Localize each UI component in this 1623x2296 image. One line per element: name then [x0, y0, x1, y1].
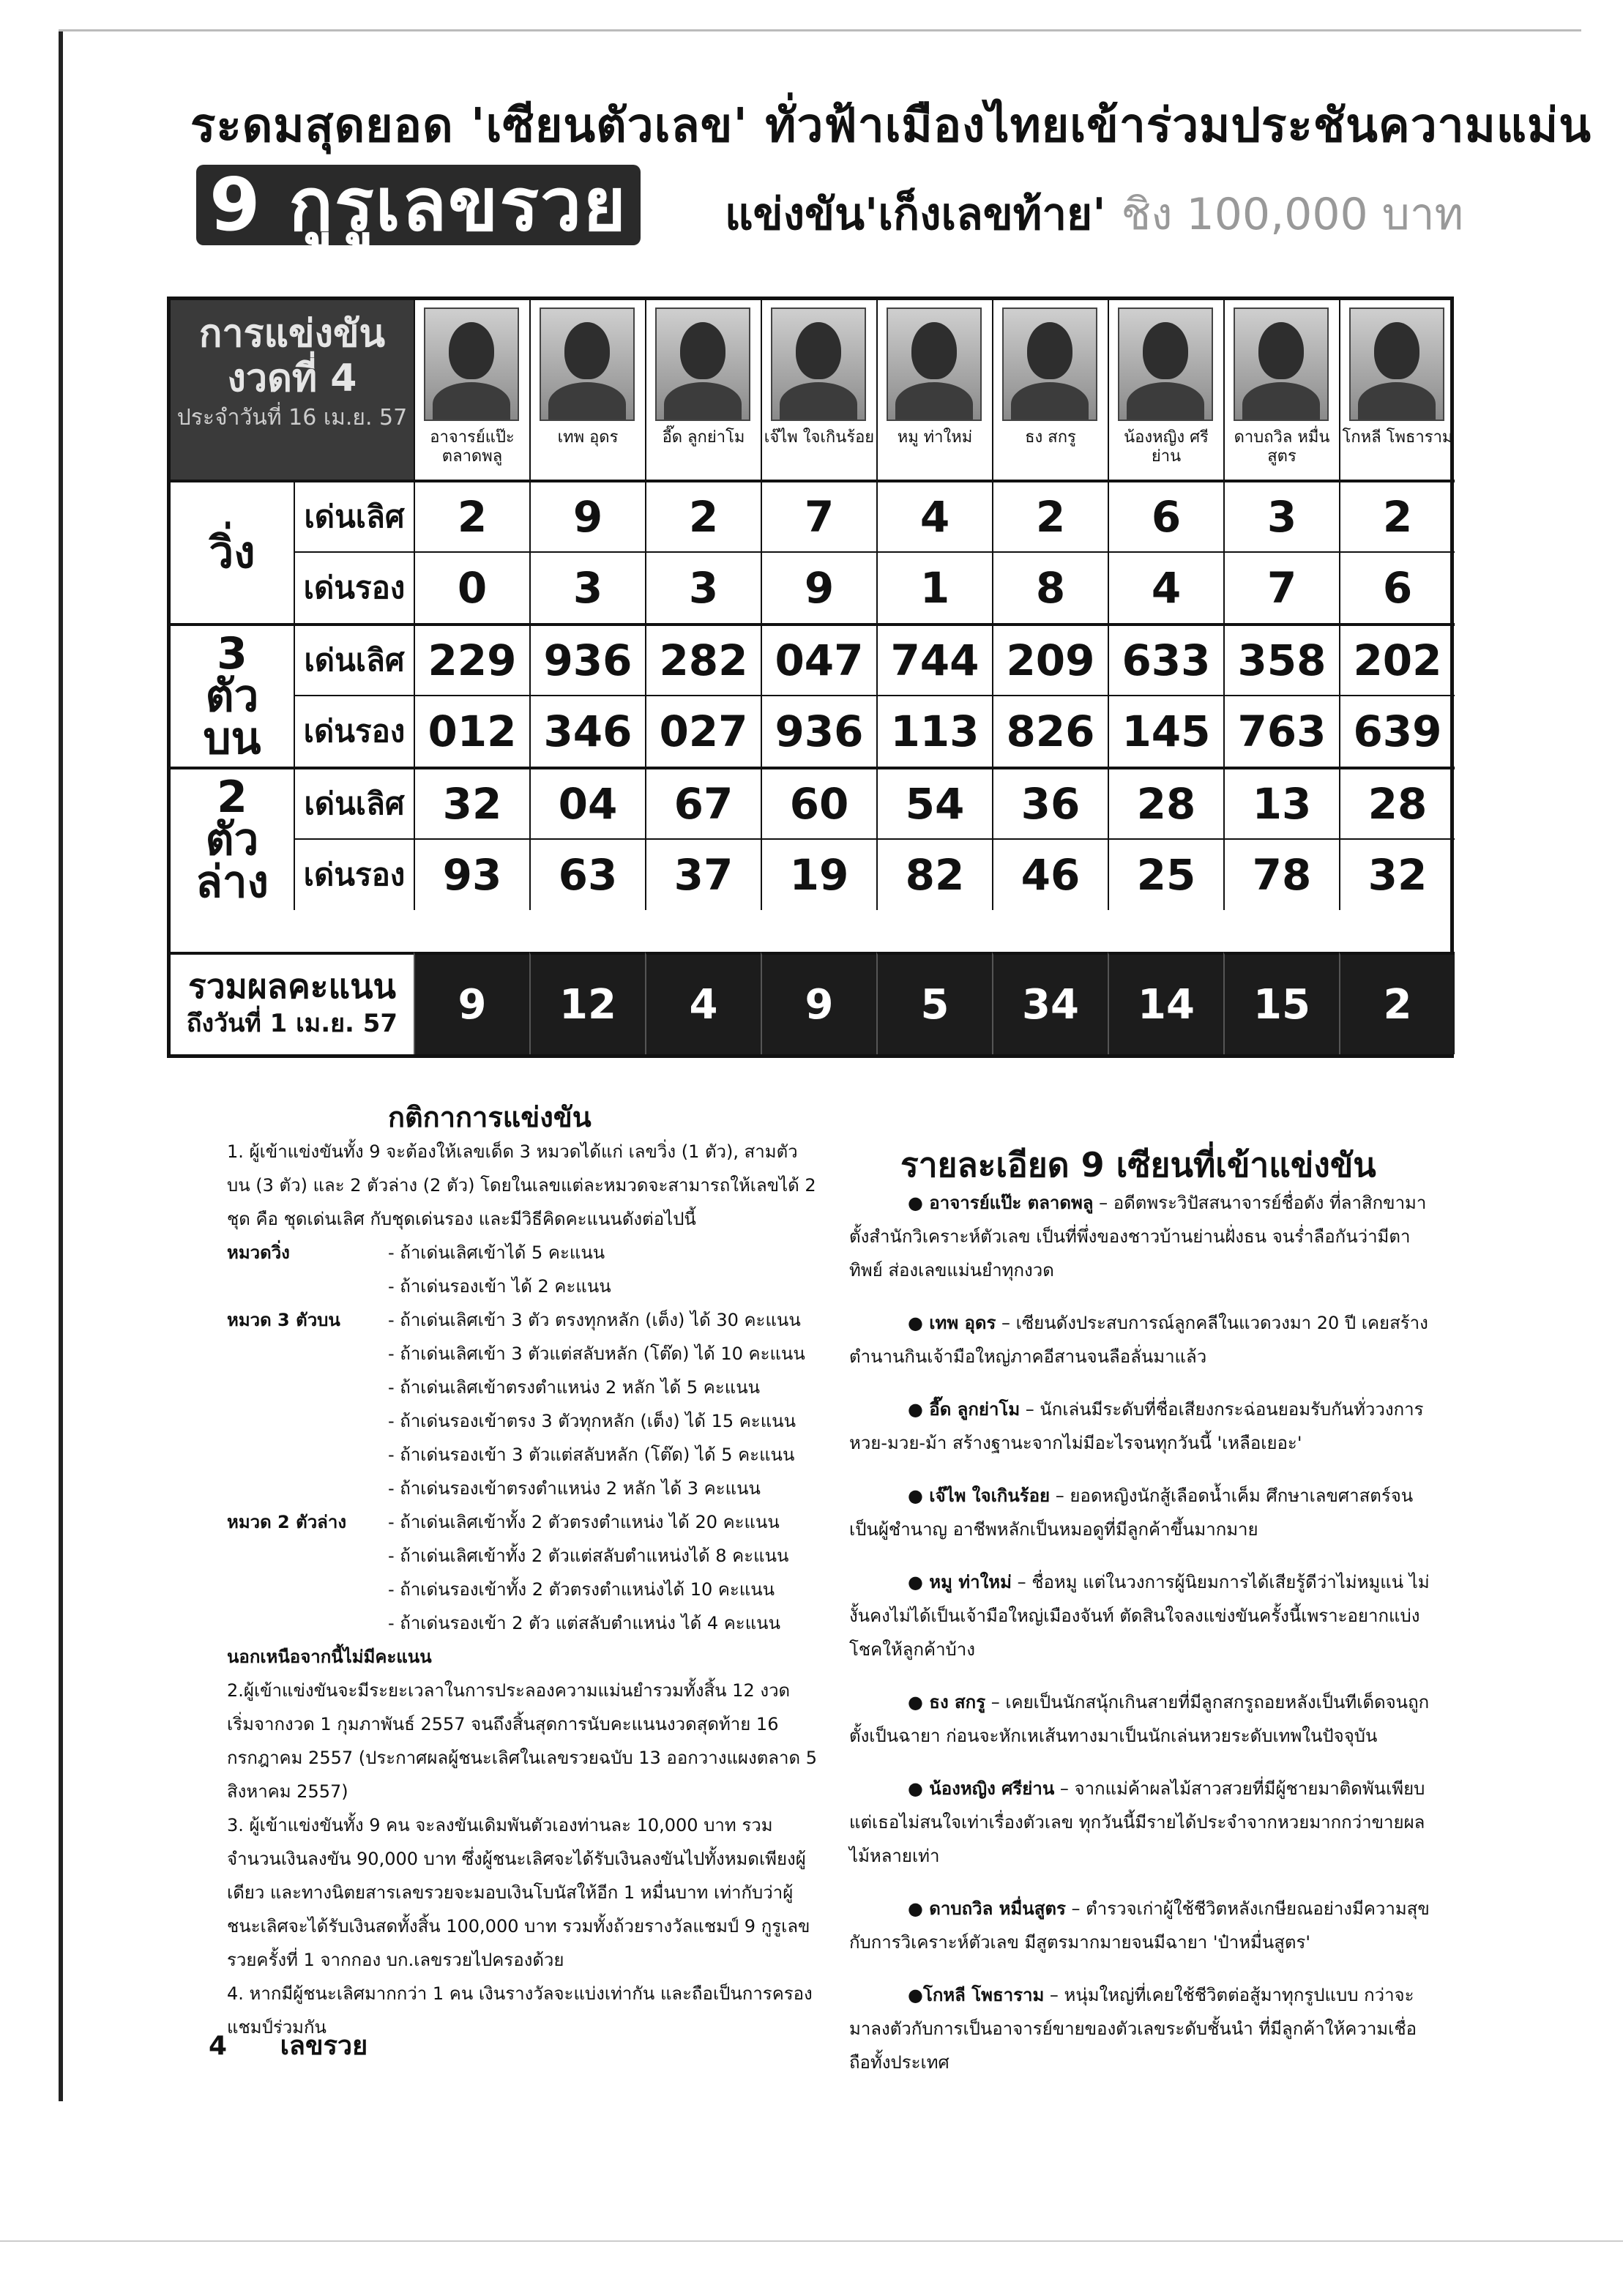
score-table	[167, 297, 1454, 1058]
bio-text: – หนุ่มใหญ่ที่เคยใช้ชีวิตต่อสู้มาทุกรูปแบบ กว่าจะมาลงตัวกับการเป็นอาจารย์ขายของตัวเลขระดับชั้นนำ ที่มีลูกค้าให้ความเชื่อถือทั้งประเทศ	[849, 1985, 1417, 2073]
prize-text: ชิง 100,000 บาท	[1121, 189, 1464, 240]
page-bottom-rule	[0, 2240, 1623, 2242]
score-cell: 358	[1223, 623, 1339, 695]
score-cell: 1	[876, 551, 992, 623]
row-label: เด่นรอง	[295, 695, 414, 767]
rules-item: - ถ้าเด่นรองเข้า ได้ 2 คะแนน	[388, 1276, 611, 1297]
subline	[725, 179, 1463, 249]
score-cell: 633	[1108, 623, 1223, 695]
rules-title: กติกาการแข่งขัน	[388, 1101, 592, 1133]
round-date: ประจำวันที่ 16 เม.ย. 57	[176, 405, 408, 430]
score-cell: 202	[1339, 623, 1455, 695]
category-label	[171, 767, 295, 910]
score-cell: 826	[992, 695, 1108, 767]
rules-category-label: หมวด 2 ตัวล่าง	[227, 1512, 347, 1532]
rules-item: - ถ้าเด่นรองเข้าตรง 3 ตัวทุกหลัก (เต็ง) ได้ 15 คะแนน	[388, 1411, 796, 1431]
score-cell: 3	[1223, 480, 1339, 551]
photo-body	[664, 382, 742, 421]
round-title: การแข่งขัน	[198, 312, 386, 356]
bio-text: – ยอดหญิงนักสู้เลือดน้ำเค็ม ศึกษาเลขศาสตร์จนเป็นผู้ชำนาญ อาชีพหลักเป็นหมอดูที่มีลูกค้าขึ้นมากมาย	[849, 1486, 1414, 1540]
contestant-bio	[849, 1565, 1435, 1666]
contestant-photo	[1118, 308, 1213, 421]
rules-row	[176, 1303, 820, 1337]
details-title: รายละเอียด 9 เซียนที่เข้าแข่งขัน	[900, 1145, 1376, 1185]
rules-note: นอกเหนือจากนี้ไม่มีคะแนน	[227, 1647, 432, 1667]
rules-item: - ถ้าเด่นรองเข้าทั้ง 2 ตัวตรงตำแหน่งได้ 10 คะแนน	[388, 1579, 775, 1600]
photo-head	[1143, 322, 1188, 379]
rules-item: - ถ้าเด่นรองเข้า 3 ตัวแต่สลับหลัก (โต๊ด) ได้ 5 คะแนน	[388, 1445, 795, 1465]
score-cell: 78	[1223, 838, 1339, 910]
score-cell: 763	[1223, 695, 1339, 767]
total-score-cell: 9	[414, 952, 529, 1054]
category-label-line: ล่าง	[195, 857, 269, 908]
row-label: เด่นรอง	[295, 838, 414, 910]
category-label-line: 2	[217, 772, 247, 823]
rules-item: - ถ้าเด่นเลิศเข้าทั้ง 2 ตัวตรงตำแหน่ง ได้ 20 คะแนน	[388, 1512, 780, 1532]
contestant-photo	[540, 308, 635, 421]
total-score-cell: 15	[1223, 952, 1339, 1054]
score-cell: 6	[1108, 480, 1223, 551]
score-cell: 145	[1108, 695, 1223, 767]
contestant-photo	[655, 308, 750, 421]
contestant-name: ดาบถวิล หมื่นสูตร	[1234, 428, 1330, 466]
score-cell: 4	[876, 480, 992, 551]
total-score-cell: 2	[1339, 952, 1455, 1054]
score-cell: 282	[645, 623, 761, 695]
rules-row	[176, 1236, 820, 1270]
rules-p2: 2.ผู้เข้าแข่งขันจะมีระยะเวลาในการประลองความแม่นยำรวมทั้งสิ้น 12 งวด เริ่มจากงวด 1 กุมภาพันธ์ 2557 จนถึงสิ้นสุดการนับคะแนนงวดสุดท้าย 16 กรกฎาคม 2557 (ประกาศผลผู้ชนะเลิศในเลขรวยฉบับ 13 ออกวางแผงตลาด 5 สิงหาคม 2557)	[227, 1680, 817, 1802]
score-cell: 027	[645, 695, 761, 767]
rules-item: - ถ้าเด่นเลิศเข้า 3 ตัวแต่สลับหลัก (โต๊ด) ได้ 10 คะแนน	[388, 1343, 805, 1364]
photo-head	[1374, 322, 1419, 379]
score-cell: 54	[876, 767, 992, 838]
photo-head	[449, 322, 494, 379]
score-cell: 7	[761, 480, 876, 551]
score-cell: 936	[529, 623, 645, 695]
contestant-name: น้องหญิง ศรีย่าน	[1124, 428, 1209, 466]
score-cell: 9	[761, 551, 876, 623]
magazine-name: เลขรวย	[280, 2031, 368, 2061]
page-number: 4	[209, 2031, 228, 2061]
score-cell: 744	[876, 623, 992, 695]
photo-body	[1242, 382, 1320, 421]
score-cell: 113	[876, 695, 992, 767]
contestant-photo	[1234, 308, 1329, 421]
contestant-photo	[1349, 308, 1444, 421]
bio-name: ● หมู ท่าใหม่	[908, 1572, 1012, 1592]
photo-body	[1127, 382, 1204, 421]
score-cell: 9	[529, 480, 645, 551]
category-label	[171, 480, 295, 623]
rules-item: - ถ้าเด่นเลิศเข้าทั้ง 2 ตัวแต่สลับตำแหน่งได้ 8 คะแนน	[388, 1546, 789, 1566]
score-cell: 346	[529, 695, 645, 767]
total-score-cell: 34	[992, 952, 1108, 1054]
score-cell: 2	[1339, 480, 1455, 551]
contestant-name: อาจารย์แป๊ะ ตลาดพลู	[430, 428, 515, 466]
score-cell: 229	[414, 623, 529, 695]
score-cell: 047	[761, 623, 876, 695]
rules-row	[176, 1505, 820, 1539]
category-label-line: บน	[203, 713, 261, 764]
rules-category-label: หมวดวิ่ง	[227, 1242, 290, 1263]
contestant-bio	[849, 1978, 1435, 2079]
contestant-header	[645, 300, 761, 480]
contestant-name: เทพ อุดร	[557, 428, 619, 447]
total-score-cell: 14	[1108, 952, 1223, 1054]
bio-text: – จากแม่ค้าผลไม้สาวสวยที่มีผู้ชายมาติดพันเพียบ แต่เธอไม่สนใจเท่าเรื่องตัวเลข ทุกวันนี้มีรายได้ประจำจากหวยมากกว่าขายผลไม้หลายเท่า	[849, 1778, 1425, 1866]
contestant-name: หมู ท่าใหม่	[897, 428, 973, 447]
rules-p4: 4. หากมีผู้ชนะเลิศมากกว่า 1 คน เงินรางวัลจะแบ่งเท่ากัน และถือเป็นการครองแชมป์ร่วมกัน	[227, 1983, 813, 2038]
contestant-name: ธง สกรู	[1025, 428, 1076, 447]
details-text	[849, 1186, 1435, 2098]
contestant-bio	[849, 1479, 1435, 1546]
total-score-cell: 4	[645, 952, 761, 1054]
rules-p3: 3. ผู้เข้าแข่งขันทั้ง 9 คน จะลงขันเดิมพันตัวเองท่านละ 10,000 บาท รวมจำนวนเงินลงขัน 90,000 บาท ซึ่งผู้ชนะเลิศจะได้รับเงินลงขันไปทั้งหมดเพียงผู้เดียว และทางนิตยสารเลขรวยจะมอบเงินโบนัสให้อีก 1 หมื่นบาท เท่ากับว่าผู้ชนะเลิศจะได้รับเงินสดทั้งสิ้น 100,000 บาท รวมทั้งถ้วยรางวัลแชมป์ 9 กูรูเลขรวยครั้งที่ 1 จากกอง บก.เลขรวยไปครองด้วย	[227, 1815, 810, 1970]
row-label: เด่นเลิศ	[295, 480, 414, 551]
photo-head	[796, 322, 841, 379]
category-label-line: วิ่ง	[209, 527, 255, 578]
bio-name: ● เทพ อุดร	[908, 1313, 996, 1333]
score-cell: 2	[992, 480, 1108, 551]
bio-text: – ตำรวจเก่าผู้ใช้ชีวิตหลังเกษียณอย่างมีความสุขกับการวิเคราะห์ตัวเลข มีสูตรมากมายจนมีฉายา 'ป๋าหมื่นสูตร'	[849, 1898, 1430, 1953]
rules-item: - ถ้าเด่นเลิศเข้าได้ 5 คะแนน	[388, 1242, 605, 1263]
category-label-line: ตัว	[205, 671, 259, 722]
rules-item: - ถ้าเด่นรองเข้าตรงตำแหน่ง 2 หลัก ได้ 3 คะแนน	[388, 1478, 761, 1499]
score-cell: 3	[645, 551, 761, 623]
rules-category-2-bottom	[176, 1505, 820, 1640]
contestant-bio	[849, 1186, 1435, 1287]
row-label: เด่นเลิศ	[295, 767, 414, 838]
bio-name: ● อี๊ด ลูกย่าโม	[908, 1399, 1021, 1420]
rules-item: - ถ้าเด่นเลิศเข้าตรงตำแหน่ง 2 หลัก ได้ 5 คะแนน	[388, 1377, 761, 1398]
score-cell: 936	[761, 695, 876, 767]
total-label-date: ถึงวันที่ 1 เม.ย. 57	[186, 1009, 398, 1038]
score-cell: 25	[1108, 838, 1223, 910]
score-cell: 28	[1339, 767, 1455, 838]
photo-body	[433, 382, 510, 421]
score-cell: 0	[414, 551, 529, 623]
bio-text: – ชื่อหมู แต่ในวงการผู้นิยมการได้เสียรู้ดีว่าไม่หมูแน่ ไม่งั้นคงไม่ได้เป็นเจ้ามือใหญ่เมืองจันท์ ตัดสินใจลงแข่งขันครั้งนี้เพราะอยากแบ่งโชคให้ลูกค้าบ้าง	[849, 1572, 1430, 1660]
rules-category-label: หมวด 3 ตัวบน	[227, 1310, 340, 1330]
photo-body	[780, 382, 857, 421]
contestant-header	[992, 300, 1108, 480]
bio-text: – เซียนดังประสบการณ์ลูกคลีในแวดวงมา 20 ปี เคยสร้างตำนานกินเจ้ามือใหญ่ภาคอีสานจนลือลั่นมาแล้ว	[849, 1313, 1428, 1367]
contestant-name: โกหลี โพธาราม	[1342, 428, 1453, 447]
score-cell: 82	[876, 838, 992, 910]
bio-name: ● เจ๊ไพ ใจเกินร้อย	[908, 1486, 1051, 1506]
contestant-bio	[849, 1306, 1435, 1374]
photo-head	[564, 322, 610, 379]
row-label: เด่นรอง	[295, 551, 414, 623]
score-cell: 6	[1339, 551, 1455, 623]
rules-item: - ถ้าเด่นรองเข้า 2 ตัว แต่สลับตำแหน่ง ได้ 4 คะแนน	[388, 1613, 780, 1633]
photo-body	[1358, 382, 1436, 421]
bio-text: – นักเล่นมีระดับที่ชื่อเสียงกระฉ่อนยอมรับกันทั่ววงการหวย-มวย-ม้า สร้างฐานะจากไม่มีอะไรจนทุกวันนี้ 'เหลือเยอะ'	[849, 1399, 1424, 1453]
contestant-header	[876, 300, 992, 480]
photo-head	[1027, 322, 1072, 379]
contestant-header	[1108, 300, 1223, 480]
contestant-header	[1223, 300, 1339, 480]
score-cell: 67	[645, 767, 761, 838]
contestant-bio	[849, 1393, 1435, 1460]
bio-text: – อดีตพระวิปัสสนาจารย์ชื่อดัง ที่ลาสิกขามาตั้งสำนักวิเคราะห์ตัวเลข เป็นที่พึ่งของชาวบ้านย่านฝั่งธน จนร่ำลือกันว่ามีตาทิพย์ ส่องเลขแม่นยำทุกงวด	[849, 1193, 1427, 1281]
contestant-name: เจ๊ไพ ใจเกินร้อย	[764, 428, 875, 447]
score-cell: 13	[1223, 767, 1339, 838]
contestant-photo	[771, 308, 866, 421]
subline-text: แข่งขัน'เก็งเลขท้าย'	[725, 189, 1106, 240]
photo-head	[680, 322, 725, 379]
contestant-header	[1339, 300, 1455, 480]
contestant-bio	[849, 1685, 1435, 1753]
contestant-name: อี๊ด ลูกย่าโม	[662, 428, 745, 447]
total-score-cell: 9	[761, 952, 876, 1054]
bio-name: ● ธง สกรู	[908, 1692, 986, 1712]
contestant-header	[529, 300, 645, 480]
total-score-cell: 5	[876, 952, 992, 1054]
score-cell: 28	[1108, 767, 1223, 838]
rules-p1: 1. ผู้เข้าแข่งขันทั้ง 9 จะต้องให้เลขเด็ด 3 หมวดได้แก่ เลขวิ่ง (1 ตัว), สามตัวบน (3 ตัว) และ 2 ตัวล่าง (2 ตัว) โดยในเลขแต่ละหมวดจะสามารถให้เลขได้ 2 ชุด คือ ชุดเด่นเลิศ กับชุดเด่นรอง และมีวิธีคิดคะแนนดังต่อไปนี้	[227, 1141, 816, 1229]
score-cell: 19	[761, 838, 876, 910]
score-cell: 012	[414, 695, 529, 767]
headline: ระดมสุดยอด 'เซียนตัวเลข' ทั่วฟ้าเมืองไทยเข้าร่วมประชันความแม่น	[190, 99, 1592, 153]
photo-head	[911, 322, 957, 379]
contestant-header	[414, 300, 529, 480]
bio-name: ● น้องหญิง ศรีย่าน	[908, 1778, 1055, 1799]
contestant-photo	[1002, 308, 1097, 421]
category-label	[171, 623, 295, 767]
row-label: เด่นเลิศ	[295, 623, 414, 695]
rules-text	[176, 1135, 820, 2044]
contestant-photo	[424, 308, 519, 421]
score-cell: 32	[1339, 838, 1455, 910]
brand-logo: 9 กูรูเลขรวย	[196, 165, 641, 245]
score-cell: 209	[992, 623, 1108, 695]
bio-name: ●โกหลี โพธาราม	[908, 1985, 1045, 2005]
category-label-line: 3	[217, 628, 247, 679]
contestant-bio	[849, 1772, 1435, 1873]
footer	[209, 2024, 367, 2066]
bio-name: ● ดาบถวิล หมื่นสูตร	[908, 1898, 1066, 1919]
total-label	[171, 952, 414, 1054]
score-cell: 04	[529, 767, 645, 838]
score-cell: 2	[645, 480, 761, 551]
page-border	[59, 29, 63, 2101]
bio-name: ● อาจารย์แป๊ะ ตลาดพลู	[908, 1193, 1094, 1213]
total-label-title: รวมผลคะแนน	[187, 966, 397, 1006]
photo-body	[895, 382, 973, 421]
contestant-header	[761, 300, 876, 480]
photo-head	[1258, 322, 1304, 379]
score-cell: 2	[414, 480, 529, 551]
score-cell: 4	[1108, 551, 1223, 623]
total-score-cell: 12	[529, 952, 645, 1054]
score-cell: 7	[1223, 551, 1339, 623]
rules-category-run	[176, 1236, 820, 1303]
score-cell: 37	[645, 838, 761, 910]
photo-body	[1011, 382, 1089, 421]
photo-body	[548, 382, 626, 421]
score-cell: 36	[992, 767, 1108, 838]
category-label-line: ตัว	[205, 814, 259, 865]
score-cell: 639	[1339, 695, 1455, 767]
score-cell: 60	[761, 767, 876, 838]
score-cell: 3	[529, 551, 645, 623]
rules-category-3-top	[176, 1303, 820, 1505]
score-cell: 63	[529, 838, 645, 910]
round-box	[171, 300, 414, 480]
score-cell: 8	[992, 551, 1108, 623]
score-cell: 46	[992, 838, 1108, 910]
round-number: งวดที่ 4	[227, 357, 357, 400]
score-cell: 32	[414, 767, 529, 838]
bio-text: – เคยเป็นนักสนุ้กเกินสายที่มีลูกสกรูถอยหลังเป็นทีเด็ดจนถูกตั้งเป็นฉายา ก่อนจะหักเหเส้นทางมาเป็นนักเล่นหวยระดับเทพในปัจจุบัน	[849, 1692, 1430, 1746]
contestant-photo	[887, 308, 982, 421]
score-cell: 93	[414, 838, 529, 910]
contestant-bio	[849, 1892, 1435, 1959]
rules-item: - ถ้าเด่นเลิศเข้า 3 ตัว ตรงทุกหลัก (เต็ง) ได้ 30 คะแนน	[388, 1310, 801, 1330]
page-border-top	[59, 29, 1581, 31]
